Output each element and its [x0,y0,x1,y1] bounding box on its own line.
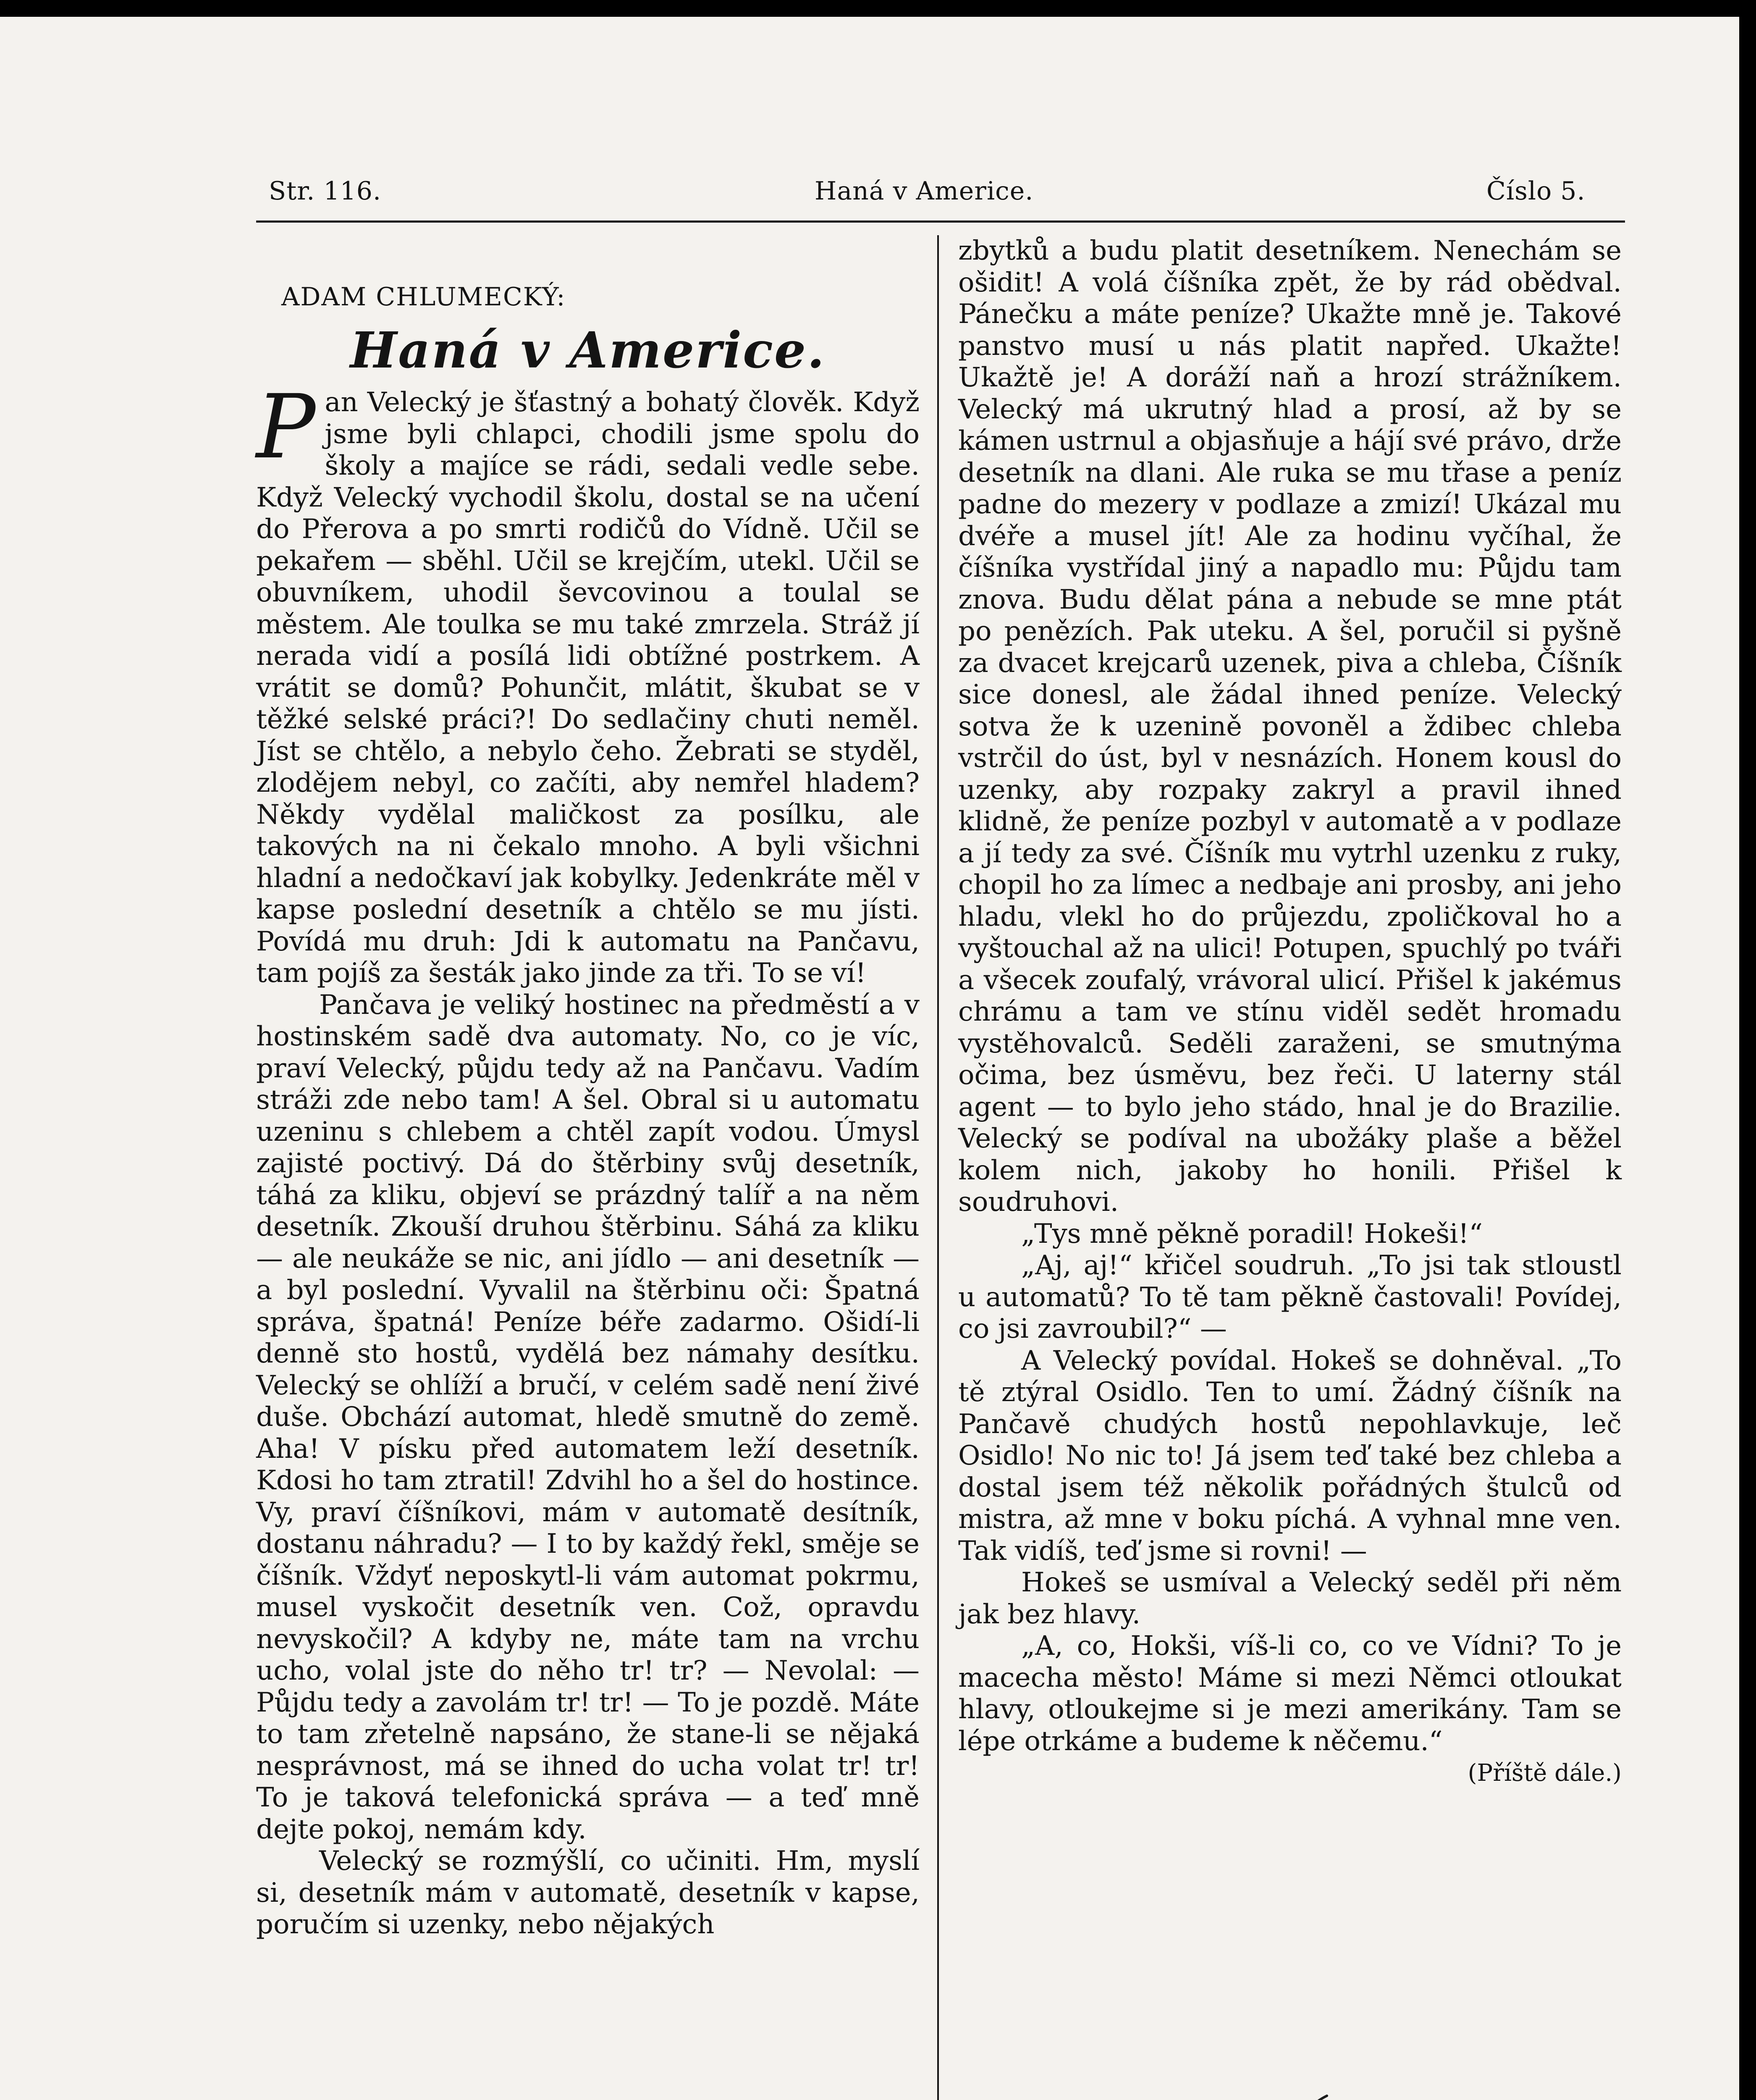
paragraph: Hokeš se usmíval a Velecký seděl při něm jak bez hlavy. [958,1567,1622,1630]
author: ADAM CHLUMECKÝ: [281,282,566,312]
paragraph: Pančava je veliký hostinec na předměstí a v hostinském sadě dva automaty. No, co je víc, praví Velecký, půjdu tedy až na Pančavu. Vadím stráži zde nebo tam! A šel. Obral si u automatu uzeninu s chlebem a chtěl zapít vodou. Úmysl zajisté poctivý. Dá do štěrbiny svůj desetník, táhá za kliku, objeví se prázdný talíř a na něm desetník. Zkouší druhou štěrbinu. Sáhá za kliku — ale neukáže se nic, ani jídlo — ani desetník — a byl poslední. Vyvalil na štěrbinu oči: Špatná správa, špatná! Peníze béře zadarmo. Ošidí-li denně sto hostů, vydělá bez námahy desítku. Velecký se ohlíží a bručí, v celém sadě není živé duše. Obchází automat, hledě smutně do země. Aha! V písku před automatem leží desetník. Kdosi ho tam ztratil! Zdvihl ho a šel do hostince. Vy, praví číšníkovi, mám v automatě desítník, dostanu náhradu? — I to by každý řekl, směje se číšník. Vždyť neposkytl-li vám automat pokrmu, musel vyskočit desetník ven. Což, opravdu nevyskočil? A kdyby ne, máte tam na vrchu ucho, volal jste do něho tr! tr? — Nevolal: — Půjdu tedy a zavolám tr! tr! — To je pozdě. Máte to tam zřetelně napsáno, že stane-li se nějaká nesprávnost, má se ihned do ucha volat tr! tr! To je taková telefonická správa — a teď mně dejte pokoj, nemám kdy. [256,989,920,1845]
paragraph: A Velecký povídal. Hokeš se dohněval. „To tě ztýral Osidlo. Ten to umí. Žádný číšník na Pančavě chudých hostů nepohlavkuje, leč Osidlo! No nic to! Já jsem teď také bez chleba a dostal jsem též několik pořádných štulců od mistra, až mne v boku píchá. A vyhnal mne ven. Tak vidíš, teď jsme si rovni! — [958,1345,1622,1567]
paragraph: „Tys mně pěkně poradil! Hokeši!“ [1021,1218,1483,1250]
paragraph: zbytků a budu platit desetníkem. Nenechám se ošidit! A volá číšníka zpět, že by rád obědval. Pánečku a máte peníze? Ukažte mně je. Takové panstvo musí u nás platit napřed. Ukažte! Ukažtě je! A doráží naň a hrozí strážníkem. Velecký má ukrutný hlad a prosí, až by se kámen ustrnul a objasňuje a hájí své právo, drže desetník na dlani. Ale ruka se mu třase a peníz padne do mezery v podlaze a zmizí! Ukázal mu dvéře a musel jít! Ale za hodinu vyčíhal, že číšníka vystřídal jiný a napadlo mu: Půjdu tam znova. Budu dělat pána a nebude se mne ptát po penězích. Pak uteku. A šel, poručil si pyšně za dvacet krejcarů uzenek, piva a chleba, Číšník sice donesl, ale žádal ihned peníze. Velecký sotva že k uzenině povoněl a ždibec chleba vstrčil do úst, byl v nesnázích. Honem kousl do uzenky, aby rozpaky zakryl a pravil ihned klidně, že peníze pozbyl v automatě a v podlaze a jí tedy za své. Číšník mu vytrhl uzenku z ruky, chopil ho za límec a nedbaje ani prosby, ani jeho hladu, vlekl ho do průjezdu, zpoličkoval ho a vyštouchal až na ulici! Potupen, spuchlý po tváři a všecek zoufalý, vrávoral ulicí. Přišel k jakémus chrámu a tam ve stínu viděl sedět hromadu vystěhovalců. Seděli zaraženi, se smutnýma očima, bez úsměvu, bez řeči. U laterny stál agent — to bylo jeho stádo, hnal je do Brazilie. Velecký se podíval na ubožáky plaše a běžel kolem nich, jakoby ho honili. Přišel k soudruhovi. [958,235,1622,1218]
floral-ornament-icon [1134,2083,1554,2100]
scan-border-right [1739,0,1756,2100]
issue-number: Číslo 5. [1486,176,1586,206]
drop-cap: P [256,375,316,478]
right-column [958,235,1622,1789]
scan-border-top [0,0,1756,17]
paragraph: Pan Velecký je šťastný a bohatý člověk. Když jsme byli chlapci, chodili jsme spolu do školy a majíce se rádi, sedali vedle sebe. Když Velecký vychodil školu, dostal se na učení do Přerova a po smrti rodičů do Vídně. Učil se pekařem — sběhl. Učil se krejčím, utekl. Učil se obuvníkem, uhodil ševcovinou a toulal se městem. Ale toulka se mu také zmrzela. Stráž jí nerada vidí a posílá lidi obtížné postrkem. A vrátit se domů? Pohunčit, mlátit, škubat se v těžké selské práci?! Do sedlačiny chuti neměl. Jíst se chtělo, a nebylo čeho. Žebrati se styděl, zlodějem nebyl, co začíti, aby nemřel hladem? Někdy vydělal maličkost za posílku, ale takových na ni čekalo mnoho. A byli všichni hladní a nedočkaví jak kobylky. Jedenkráte měl v kapse poslední desetník a chtělo se mu jísti. Povídá mu druh: Jdi k automatu na Pančavu, tam pojíš za šesták jako jinde za tři. To se ví! [256,375,920,989]
left-column [256,235,920,1941]
article-title: Haná v Americe. [350,320,826,379]
page-number: Str. 116. [269,176,382,206]
running-title: Haná v Americe. [815,176,1034,206]
continued-note: (Příště dále.) [1468,1759,1622,1787]
paragraph: Velecký se rozmýšlí, co učiniti. Hm, myslí si, desetník mám v automatě, desetník v kapse, poručím si uzenky, nebo nějakých [256,1845,920,1940]
header-rule [256,220,1625,223]
paragraph: „A, co, Hokši, víš-li co, co ve Vídni? To je macecha město! Máme si mezi Němci otloukat hlavy, otloukejme si je mezi amerikány. Tam se lépe otrkáme a budeme k něčemu.“ (Příště dále.) [958,1630,1622,1757]
column-rule [937,235,939,2100]
paragraph: „Aj, aj!“ křičel soudruh. „To jsi tak stloustl u automatů? To tě tam pěkně častovali! Povídej, co jsi zavroubil?“ — [958,1250,1622,1344]
